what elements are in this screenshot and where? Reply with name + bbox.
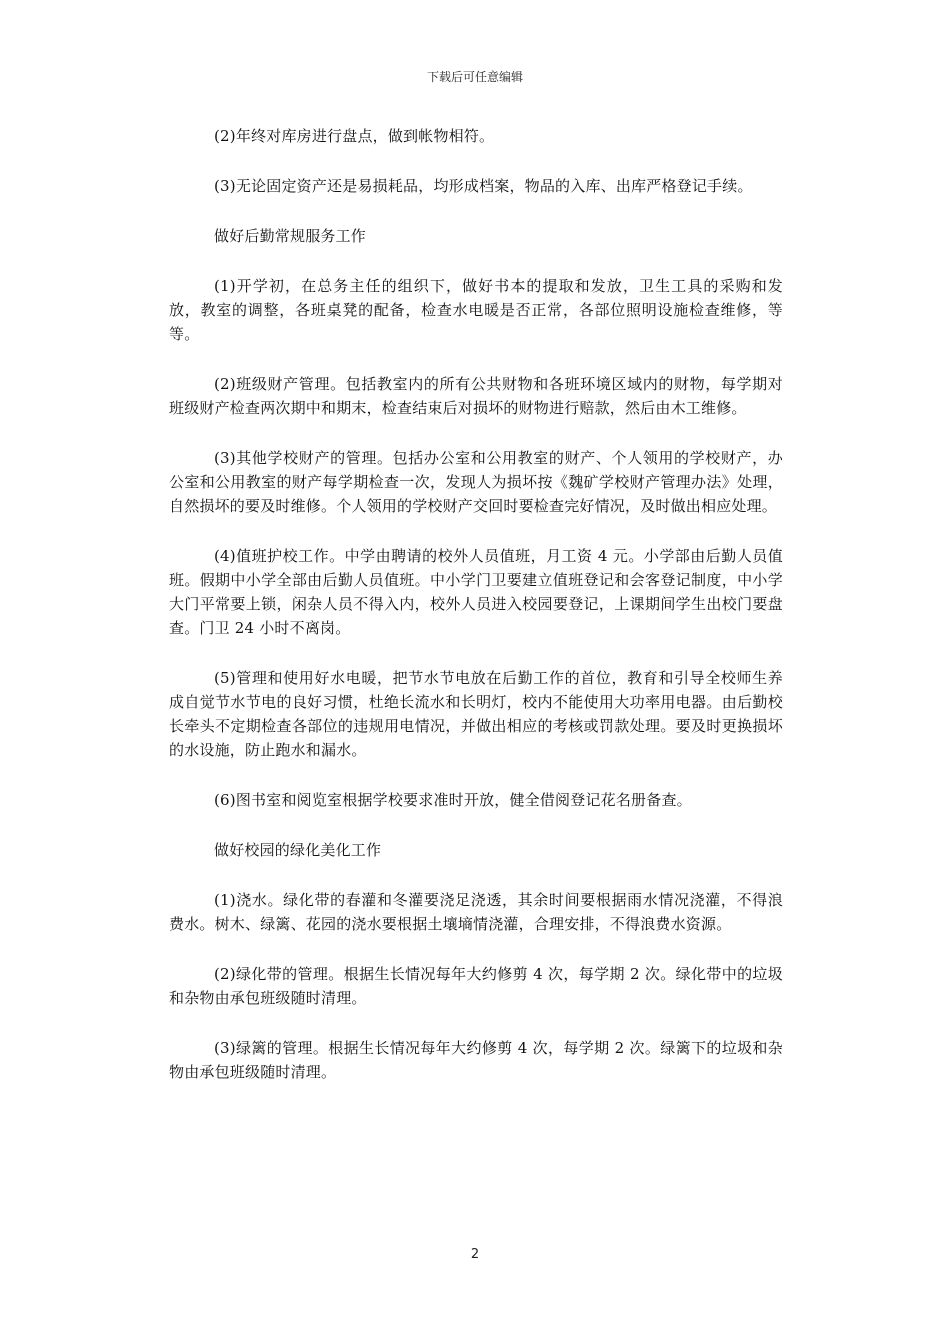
section-heading-greening: 做好校园的绿化美化工作 bbox=[214, 841, 382, 859]
page-header: 下载后可任意编辑 bbox=[426, 70, 523, 84]
paragraph-hedge: (3)绿篱的管理。根据生长情况每年大约修剪 4 次，每学期 2 次。绿篱下的垃圾和杂物由承包班级随时清理。 bbox=[169, 1039, 783, 1081]
paragraph-green-belt: (2)绿化带的管理。根据生长情况每年大约修剪 4 次，每学期 2 次。绿化带中的垃圾和杂物由承包班级随时清理。 bbox=[169, 965, 783, 1007]
section-heading-logistics-service: 做好后勤常规服务工作 bbox=[214, 227, 367, 245]
paragraph-class-property: (2)班级财产管理。包括教室内的所有公共财物和各班环境区域内的财物，每学期对班级财产检查两次期中和期末，检查结束后对损坏的财物进行赔款，然后由木工维修。 bbox=[169, 375, 783, 417]
paragraph-semester-start: (1)开学初，在总务主任的组织下，做好书本的提取和发放，卫生工具的采购和发放，教室的调整，各班桌凳的配备，检查水电暖是否正常，各部位照明设施检查维修，等等。 bbox=[169, 277, 783, 343]
paragraph-asset-records: (3)无论固定资产还是易损耗品，均形成档案，物品的入库、出库严格登记手续。 bbox=[214, 177, 753, 195]
paragraph-inventory-check: (2)年终对库房进行盘点，做到帐物相符。 bbox=[214, 127, 495, 145]
paragraph-utilities: (5)管理和使用好水电暖，把节水节电放在后勤工作的首位，教育和引导全校师生养成自觉节水节电的良好习惯，杜绝长流水和长明灯，校内不能使用大功率用电器。由后勤校长牵头不定期检查各部位的违规用电情况，并做出相应的考核或罚款处理。要及时更换损坏的水设施，防止跑水和漏水。 bbox=[169, 669, 783, 759]
page-number: 2 bbox=[470, 1247, 480, 1262]
paragraph-library: (6)图书室和阅览室根据学校要求准时开放，健全借阅登记花名册备查。 bbox=[214, 791, 692, 809]
document-body bbox=[169, 124, 783, 1110]
paragraph-duty-guard: (4)值班护校工作。中学由聘请的校外人员值班，月工资 4 元。小学部由后勤人员值班。假期中小学全部由后勤人员值班。中小学门卫要建立值班登记和会客登记制度，中小学大门平常要上锁，闲杂人员不得入内，校外人员进入校园要登记，上课期间学生出校门要盘查。门卫 24 小时不离岗。 bbox=[169, 547, 783, 637]
paragraph-other-property: (3)其他学校财产的管理。包括办公室和公用教室的财产、个人领用的学校财产，办公室和公用教室的财产每学期检查一次，发现人为损坏按《魏矿学校财产管理办法》处理，自然损坏的要及时维修。个人领用的学校财产交回时要检查完好情况，及时做出相应处理。 bbox=[169, 449, 783, 515]
paragraph-watering: (1)浇水。绿化带的春灌和冬灌要浇足浇透，其余时间要根据雨水情况浇灌，不得浪费水。树木、绿篱、花园的浇水要根据土壤墒情浇灌，合理安排，不得浪费水资源。 bbox=[169, 891, 783, 933]
